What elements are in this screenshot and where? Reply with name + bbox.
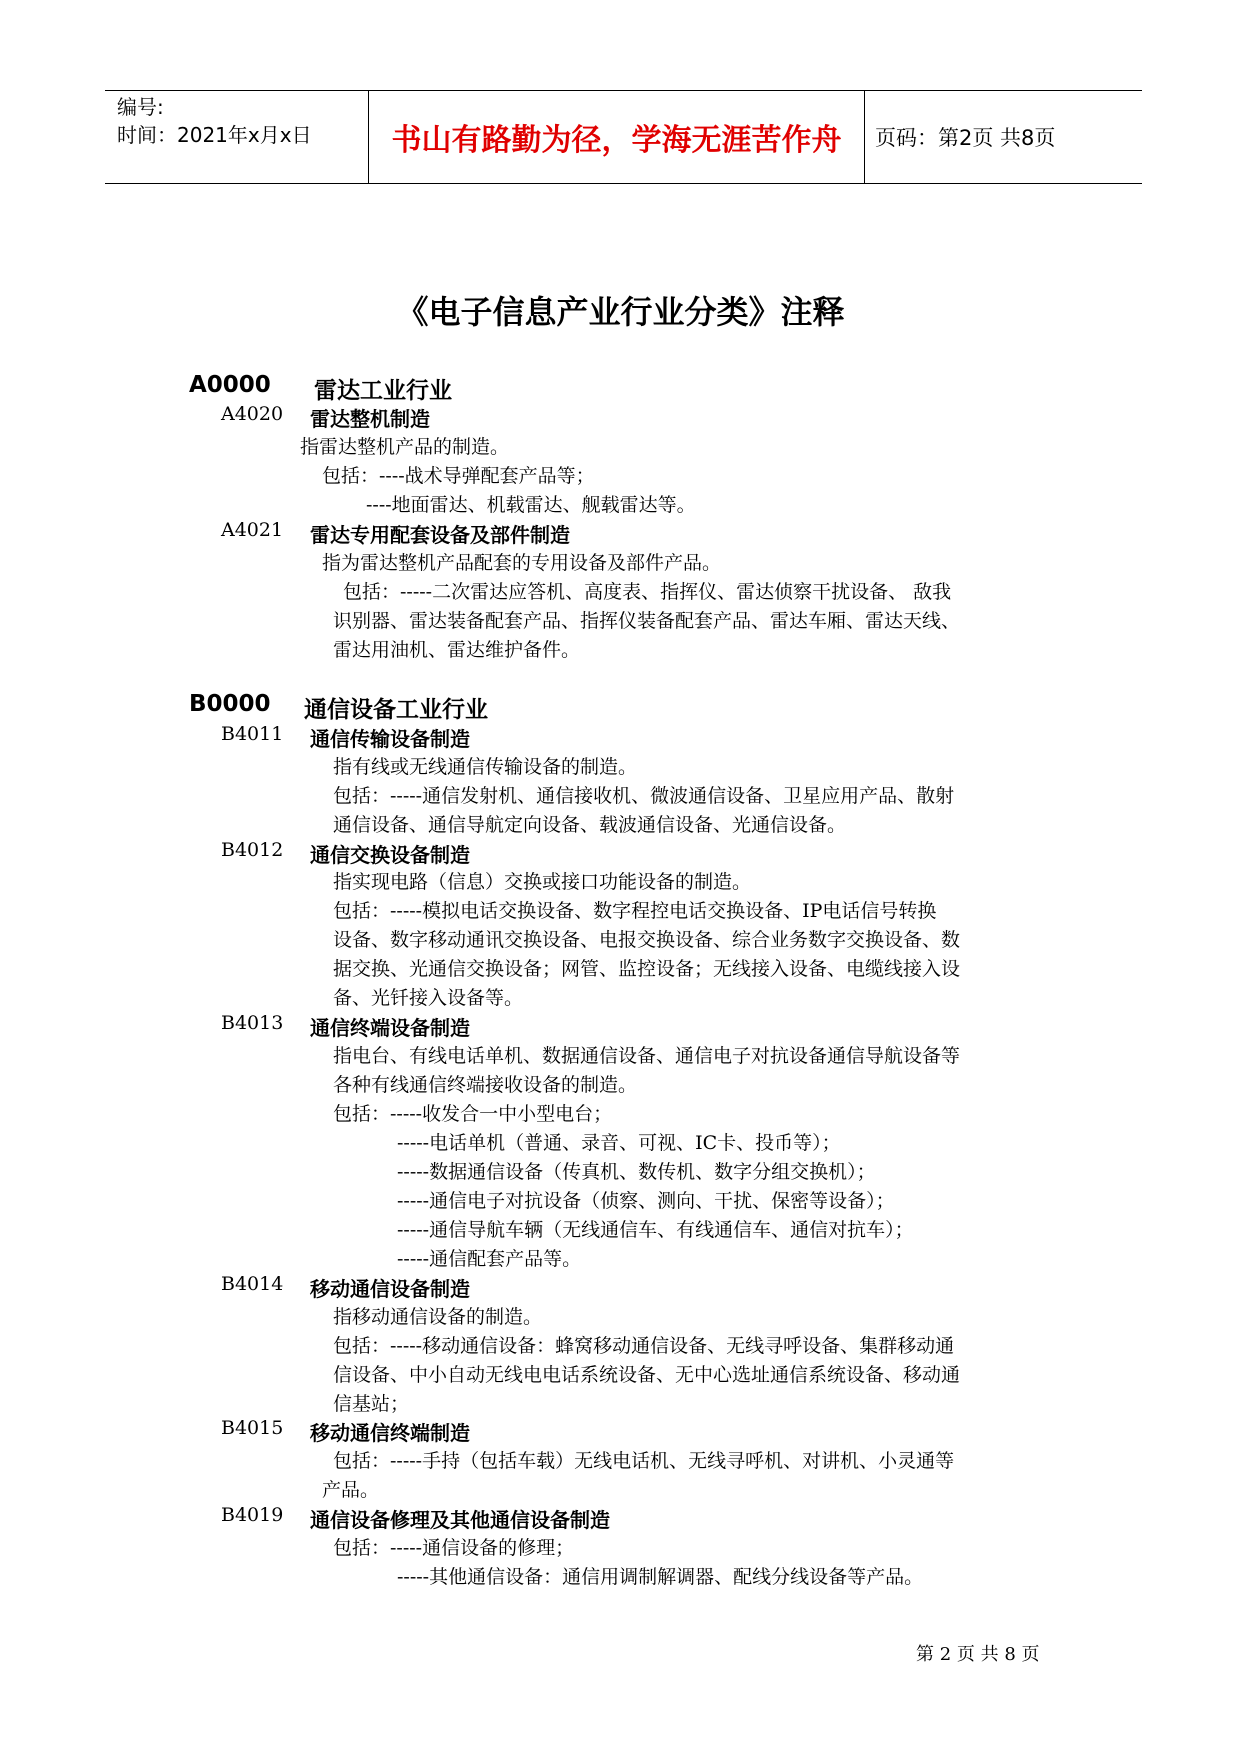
subsection-name: 雷达整机制造	[310, 407, 430, 431]
header-divider	[864, 91, 865, 183]
subsection-code: B4013	[221, 1012, 284, 1034]
body-line: 信基站；	[333, 1393, 410, 1415]
subsection-name: 通信设备修理及其他通信设备制造	[310, 1508, 610, 1532]
page-footer: 第 2 页 共 8 页	[916, 1644, 1040, 1665]
section-code: B0000	[189, 691, 271, 717]
subsection-code: B4011	[221, 723, 284, 745]
body-line: -----数据通信设备（传真机、数传机、数字分组交换机）；	[397, 1161, 876, 1183]
section-code: A0000	[189, 372, 271, 398]
subsection-code: A4021	[221, 519, 284, 541]
page-header	[105, 90, 1142, 184]
subsection-code: B4012	[221, 839, 284, 861]
body-line: -----通信电子对抗设备（侦察、测向、干扰、保密等设备）；	[397, 1190, 895, 1212]
subsection-code: B4014	[221, 1273, 284, 1295]
body-line: 包括：-----二次雷达应答机、高度表、指挥仪、雷达侦察干扰设备、 敌我	[343, 581, 952, 603]
body-line: 据交换、光通信交换设备；网管、监控设备；无线接入设备、电缆线接入设	[333, 958, 961, 980]
body-line: -----通信导航车辆（无线通信车、有线通信车、通信对抗车）；	[397, 1219, 914, 1241]
body-line: 信设备、中小自动无线电电话系统设备、无中心选址通信系统设备、移动通	[333, 1364, 961, 1386]
body-line: 包括：-----模拟电话交换设备、数字程控电话交换设备、IP电话信号转换	[333, 900, 937, 922]
body-line: -----通信配套产品等。	[397, 1248, 582, 1270]
body-line: 包括：-----通信设备的修理；	[333, 1537, 575, 1559]
body-line: -----电话单机（普通、录音、可视、IC卡、投币等）；	[397, 1132, 841, 1154]
body-line: 雷达用油机、雷达维护备件。	[333, 639, 581, 661]
body-line: 指实现电路（信息）交换或接口功能设备的制造。	[333, 871, 752, 893]
body-line: 备、光钎接入设备等。	[333, 987, 524, 1009]
body-line: 设备、数字移动通讯交换设备、电报交换设备、综合业务数字交换设备、数	[333, 929, 961, 951]
subsection-code: A4020	[221, 403, 284, 425]
subsection-name: 通信交换设备制造	[310, 843, 470, 867]
body-line: ----地面雷达、机载雷达、舰载雷达等。	[366, 494, 696, 516]
header-page-label: 页码：第2页 共8页	[875, 126, 1056, 150]
subsection-code: B4019	[221, 1504, 284, 1526]
subsection-name: 通信终端设备制造	[310, 1016, 470, 1040]
body-line: 指移动通信设备的制造。	[333, 1306, 543, 1328]
section-name: 雷达工业行业	[314, 378, 452, 404]
body-line: 包括：-----收发合一中小型电台；	[333, 1103, 613, 1125]
body-line: 包括：----战术导弹配套产品等；	[322, 465, 595, 487]
subsection-name: 通信传输设备制造	[310, 727, 470, 751]
header-motto: 书山有路勤为径，学海无涯苦作舟	[391, 123, 842, 158]
header-meta	[117, 93, 362, 149]
body-line: 包括：-----手持（包括车载）无线电话机、无线寻呼机、对讲机、小灵通等	[333, 1450, 955, 1472]
body-line: 指有线或无线通信传输设备的制造。	[333, 756, 638, 778]
subsection-name: 移动通信终端制造	[310, 1421, 470, 1445]
number-label: 编号:	[117, 95, 164, 119]
time-label: 时间：2021年x月x日	[117, 123, 312, 147]
section-name: 通信设备工业行业	[304, 697, 488, 723]
body-line: 包括：-----移动通信设备：蜂窝移动通信设备、无线寻呼设备、集群移动通	[333, 1335, 955, 1357]
subsection-code: B4015	[221, 1417, 284, 1439]
body-line: 通信设备、通信导航定向设备、载波通信设备、光通信设备。	[333, 814, 847, 836]
body-line: 各种有线通信终端接收设备的制造。	[333, 1074, 638, 1096]
body-line: -----其他通信设备：通信用调制解调器、配线分线设备等产品。	[397, 1566, 924, 1588]
document-title: 《电子信息产业行业分类》注释	[396, 293, 845, 331]
body-line: 指雷达整机产品的制造。	[300, 436, 510, 458]
body-line: 指电台、有线电话单机、数据通信设备、通信电子对抗设备通信导航设备等	[333, 1045, 961, 1067]
body-line: 指为雷达整机产品配套的专用设备及部件产品。	[322, 552, 722, 574]
body-line: 识别器、雷达装备配套产品、指挥仪装备配套产品、雷达车厢、雷达天线、	[333, 610, 961, 632]
body-line: 产品。	[322, 1479, 380, 1501]
subsection-name: 移动通信设备制造	[310, 1277, 470, 1301]
subsection-name: 雷达专用配套设备及部件制造	[310, 523, 570, 547]
body-line: 包括：-----通信发射机、通信接收机、微波通信设备、卫星应用产品、散射	[333, 785, 955, 807]
